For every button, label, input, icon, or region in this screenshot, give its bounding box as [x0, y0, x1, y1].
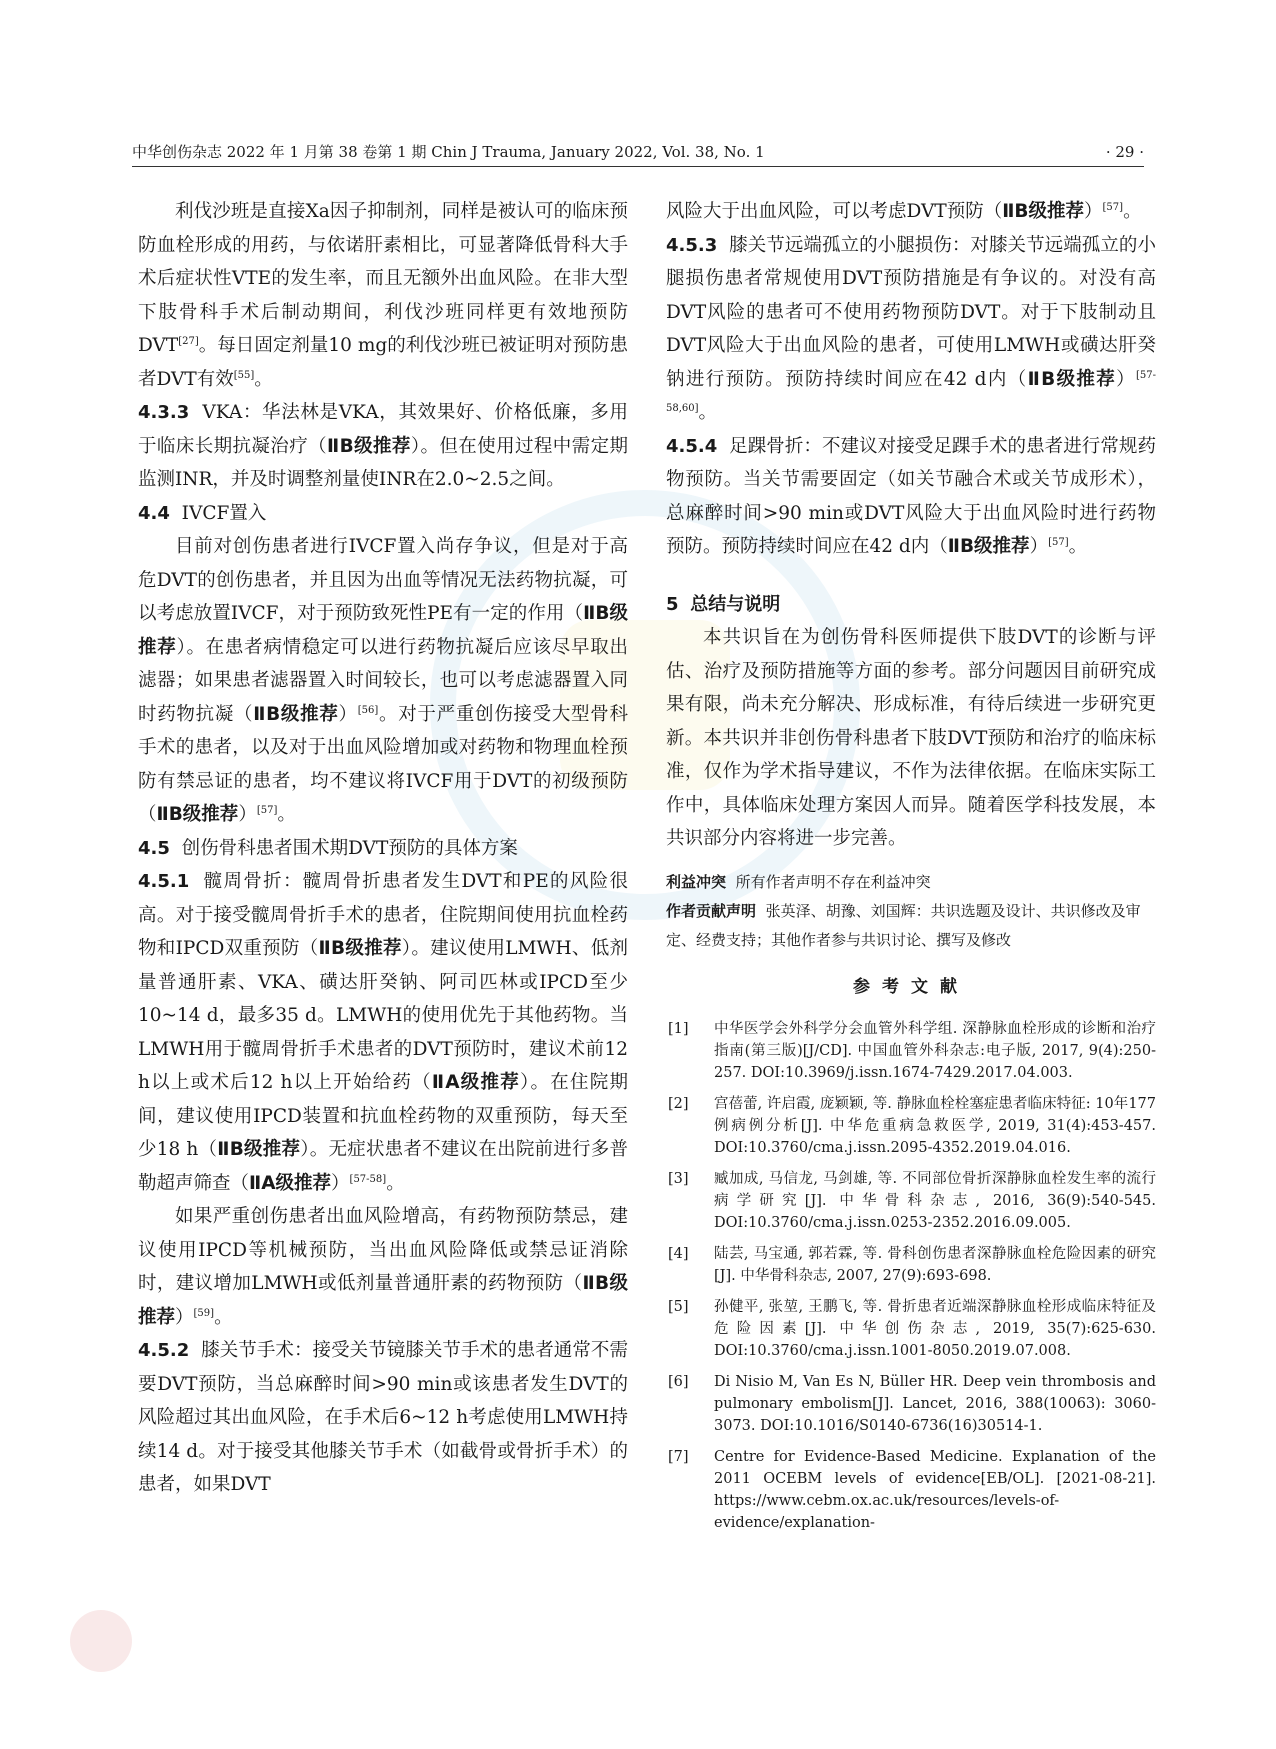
left-column: [138, 195, 628, 1502]
section-5-heading: 5 总结与说明: [666, 593, 781, 615]
references-title: 参考文献: [853, 976, 969, 997]
section-4-5-4: 4.5.4 足踝骨折：不建议对接受足踝手术的患者进行常规药物预防。当关节需要固定（如关节融合术或关节成形术），总麻醉时间>90 min或DVT风险大于出血风险时进行药物预防。预防持续时间应在42 d内（ⅡB级推荐）[57]。: [666, 435, 1156, 557]
spacer: [666, 856, 1156, 868]
paragraph-continued: 风险大于出血风险，可以考虑DVT预防（ⅡB级推荐）[57]。: [666, 201, 1142, 222]
reference-item: [666, 1446, 1156, 1534]
section-4-5-heading: 4.5 创伤骨科患者围术期DVT预防的具体方案: [138, 837, 518, 859]
reference-number: [5]: [668, 1299, 689, 1315]
paragraph-ivcf: 目前对创伤患者进行IVCF置入尚存争议，但是对于高危DVT的创伤患者，并且因为出血等情况无法药物抗凝，可以考虑放置IVCF，对于预防致死性PE有一定的作用（ⅡB级推荐）。在患者病情稳定可以进行药物抗凝后应该尽早取出滤器；如果患者滤器置入时间较长，也可以考虑滤器置入同时药物抗凝（ⅡB级推荐）[56]。对于严重创伤接受大型骨科手术的患者，以及对于出血风险增加或对药物和物理血栓预防有禁忌证的患者，均不建议将IVCF用于DVT的初级预防（ⅡB级推荐）[57]。: [138, 536, 628, 825]
reference-text: Centre for Evidence-Based Medicine. Explanation of the 2011 OCEBM levels of evidence[EB/OL]. [2021-08-21]. https://www.cebm.ox.ac.uk/resources/levels-of-evidence/explanation-: [714, 1449, 1156, 1531]
reference-text: 中华医学会外科学分会血管外科学组. 深静脉血栓形成的诊断和治疗指南(第三版)[J/CD]. 中国血管外科杂志:电子版, 2017, 9(4):250-257. DOI:10.3969/j.issn.1674-7429.2017.04.003.: [714, 1021, 1156, 1081]
paragraph-rivaroxaban: 利伐沙班是直接Ⅹa因子抑制剂，同样是被认可的临床预防血栓形成的用药，与依诺肝素相比，可显著降低骨科大手术后症状性VTE的发生率，而且无额外出血风险。在非大型下肢骨科手术后制动期间，利伐沙班同样更有效地预防DVT[27]。每日固定剂量10 mg的利伐沙班已被证明对预防患者DVT有效[55]。: [138, 201, 628, 390]
section-4-5-3: 4.5.3 膝关节远端孤立的小腿损伤：对膝关节远端孤立的小腿损伤患者常规使用DVT预防措施是有争议的。对没有高DVT风险的患者可不使用药物预防DVT。对于下肢制动且DVT风险大于出血风险的患者，可使用LMWH或磺达肝癸钠进行预防。预防持续时间应在42 d内（ⅡB级推荐）[57-58,60]。: [666, 234, 1156, 423]
journal-citation: 中华创伤杂志 2022 年 1 月第 38 卷第 1 期 Chin J Trauma, January 2022, Vol. 38, No. 1: [132, 143, 765, 161]
page-number: · 29 ·: [1105, 143, 1144, 161]
reference-number: [2]: [668, 1096, 689, 1112]
reference-item: [666, 1093, 1156, 1159]
right-column: [666, 195, 1156, 1543]
publisher-logo-icon: [70, 1610, 132, 1672]
paragraph-bleeding-risk: 如果严重创伤患者出血风险增高，有药物预防禁忌，建议使用IPCD等机械预防，当出血风险降低或禁忌证消除时，建议增加LMWH或低剂量普通肝素的药物预防（ⅡB级推荐）[59]。: [138, 1206, 628, 1328]
reference-item: [666, 1168, 1156, 1234]
author-contributions: 作者贡献声明 张英泽、胡豫、刘国辉：共识选题及设计、共识修改及审定、经费支持；其他作者参与共识讨论、撰写及修改: [666, 901, 1141, 949]
conflict-of-interest: 利益冲突 所有作者声明不存在利益冲突: [666, 872, 931, 891]
reference-number: [6]: [668, 1374, 689, 1390]
reference-number: [3]: [668, 1171, 689, 1187]
reference-item: [666, 1371, 1156, 1437]
section-4-5-2: 4.5.2 膝关节手术：接受关节镜膝关节手术的患者通常不需要DVT预防，当总麻醉时间>90 min或该患者发生DVT的风险超过其出血风险，在手术后6~12 h考虑使用LMWH持续14 d。对于接受其他膝关节手术（如截骨或骨折手术）的患者，如果DVT: [138, 1340, 628, 1495]
section-4-3-3: 4.3.3 VKA：华法林是VKA，其效果好、价格低廉，多用于临床长期抗凝治疗（ⅡB级推荐）。但在使用过程中需定期监测INR，并及时调整剂量使INR在2.0~2.5之间。: [138, 402, 628, 490]
reference-text: 陆芸, 马宝通, 郭若霖, 等. 骨科创伤患者深静脉血栓危险因素的研究[J]. 中华骨科杂志, 2007, 27(9):693-698.: [714, 1246, 1156, 1284]
reference-text: 臧加成, 马信龙, 马剑雄, 等. 不同部位骨折深静脉血栓发生率的流行病学研究[J]. 中华骨科杂志, 2016, 36(9):540-545. DOI:10.3760/cma.j.issn.0253-2352.2016.09.005.: [714, 1171, 1156, 1231]
reference-list: [666, 1018, 1156, 1534]
reference-text: Di Nisio M, Van Es N, Büller HR. Deep vein thrombosis and pulmonary embolism[J]. Lancet, 2016, 388(10063): 3060-3073. DOI:10.1016/S0140-6736(16)30514-1.: [714, 1374, 1156, 1434]
reference-item: [666, 1243, 1156, 1287]
reference-number: [1]: [668, 1021, 689, 1037]
spacer: [666, 564, 1156, 588]
reference-text: 孙健平, 张堃, 王鹏飞, 等. 骨折患者近端深静脉血栓形成临床特征及危险因素[J]. 中华创伤杂志, 2019, 35(7):625-630. DOI:10.3760/cma.j.issn.1001-8050.2019.07.008.: [714, 1299, 1156, 1359]
header-rule: [132, 166, 1144, 167]
section-4-4-heading: 4.4 IVCF置入: [138, 502, 267, 524]
paragraph-summary: 本共识旨在为创伤骨科医师提供下肢DVT的诊断与评估、治疗及预防措施等方面的参考。部分问题因目前研究成果有限，尚未充分解决、形成标准，有待后续进一步研究更新。本共识并非创伤骨科患者下肢DVT预防和治疗的临床标准，仅作为学术指导建议，不作为法律依据。在临床实际工作中，具体临床处理方案因人而异。随着医学科技发展，本共识部分内容将进一步完善。: [666, 627, 1156, 849]
reference-item: [666, 1018, 1156, 1084]
reference-number: [7]: [668, 1449, 689, 1465]
reference-item: [666, 1296, 1156, 1362]
section-4-5-1: 4.5.1 髋周骨折：髋周骨折患者发生DVT和PE的风险很高。对于接受髋周骨折手术的患者，住院期间使用抗血栓药物和IPCD双重预防（ⅡB级推荐）。建议使用LMWH、低剂量普通肝素、VKA、磺达肝癸钠、阿司匹林或IPCD至少10~14 d，最多35 d。LMWH的使用优先于其他药物。当LMWH用于髋周骨折手术患者的DVT预防时，建议术前12 h以上或术后12 h以上开始给药（ⅡA级推荐）。在住院期间，建议使用IPCD装置和抗血栓药物的双重预防，每天至少18 h（ⅡB级推荐）。无症状患者不建议在出院前进行多普勒超声筛查（ⅡA级推荐）[57-58]。: [138, 871, 628, 1194]
reference-number: [4]: [668, 1246, 689, 1262]
reference-text: 宫蓓蕾, 许启霞, 庞颖颖, 等. 静脉血栓栓塞症患者临床特征: 10年177例病例分析[J]. 中华危重病急救医学, 2019, 31(4):453-457. DOI:10.3760/cma.j.issn.2095-4352.2019.04.016.: [714, 1096, 1156, 1156]
